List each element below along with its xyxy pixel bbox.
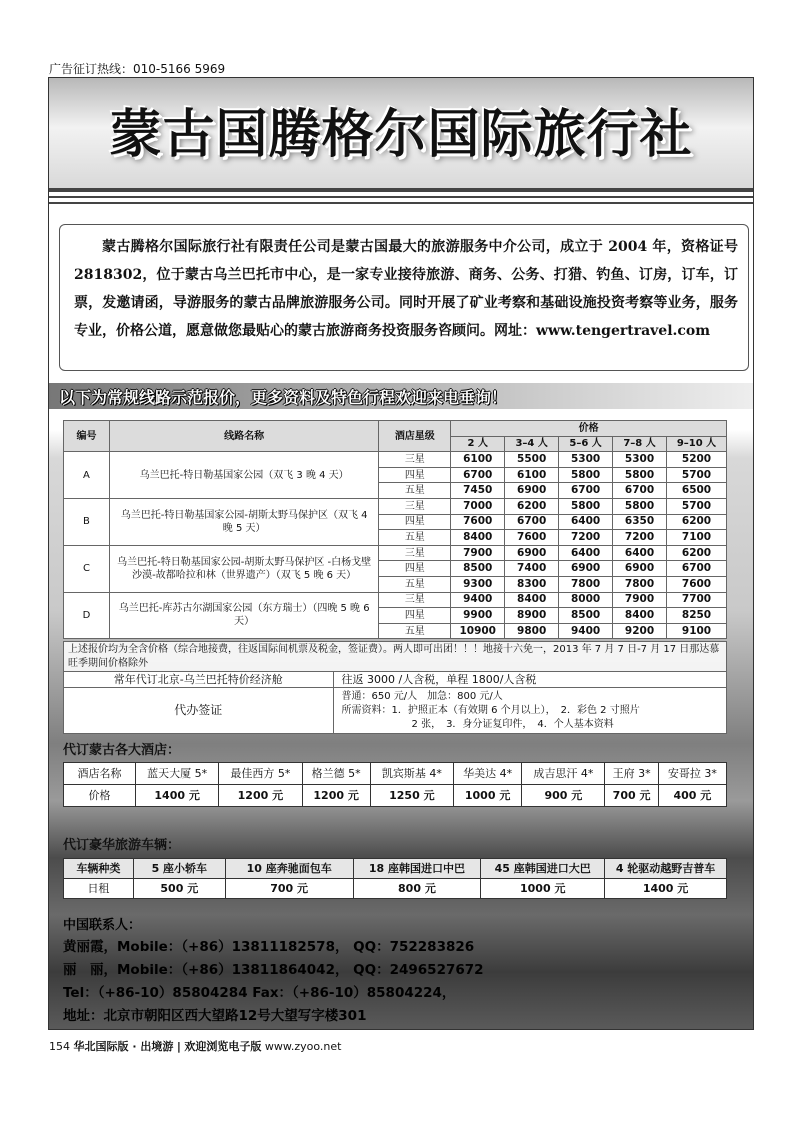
price-cell: 6400 [613,545,667,561]
title-banner [49,78,753,188]
ad-hotline: 广告征订热线：010-5166 5969 [49,62,226,76]
route-name: 乌兰巴托-特日勒基国家公园-胡斯太野马保护区（双飞 4 晚 5 天） [109,498,378,545]
hotel-name-label: 酒店名称 [64,763,136,785]
price-cell: 7600 [667,576,727,592]
car-price: 1400 元 [605,879,727,899]
price-cell: 7100 [667,530,727,546]
route-id: C [64,545,110,592]
price-cell: 7800 [613,576,667,592]
route-id: A [64,452,110,499]
price-cell: 7000 [451,498,505,514]
route-name: 乌兰巴托-特日勒基国家公园-胡斯太野马保护区 -白杨戈壁沙漠-故都哈拉和林（世界遗产）（双飞 5 晚 6 天） [109,545,378,592]
route-name: 乌兰巴托-特日勒基国家公园（双飞 3 晚 4 天） [109,452,378,499]
price-cell: 7600 [451,514,505,530]
contact-title: 中国联系人： [63,918,142,933]
car-rent-label: 日租 [64,879,134,899]
price-cell: 5800 [559,467,613,483]
ticket-value: 往返 3000 /人含税，单程 1800/人含税 [333,672,726,688]
car-type: 18 座韩国进口中巴 [353,859,481,879]
price-table-body [64,452,727,639]
hotel-star: 四星 [379,561,451,577]
header-no: 编号 [64,421,110,452]
section-headline: 以下为常规线路示范报价，更多资料及特色行程欢迎来电垂询！ [49,383,753,409]
hotel-price: 400 元 [658,785,726,807]
hotel-star: 五星 [379,530,451,546]
company-intro: 蒙古腾格尔国际旅行社有限责任公司是蒙古国最大的旅游服务中介公司，成立于 2004 年，资格证号 2818302，位于蒙古乌兰巴托市中心，是一家专业接待旅游、商务、公务、打猎、钓鱼、订房，订车，订票，发邀请函，导游服务的蒙古品牌旅游服务公司。同时开展了矿业考察和基础设施投资考察等业务，服务专业，价格公道，愿意做您最贴心的蒙古旅游商务投资服务咨顾问。网址：www.tengertravel.com [59,224,749,371]
car-type: 10 座奔驰面包车 [225,859,353,879]
visa-details [333,688,726,734]
price-cell: 6700 [505,514,559,530]
header-price: 价格 [451,421,727,437]
hotel-price: 1200 元 [302,785,370,807]
price-cell: 6400 [559,545,613,561]
hotel-name: 蓝天大厦 5* [136,763,219,785]
price-cell: 5700 [667,498,727,514]
price-cell: 5300 [559,452,613,468]
hotel-price: 1000 元 [453,785,521,807]
price-cell: 9400 [559,623,613,639]
price-cell: 5800 [613,498,667,514]
price-cell: 6900 [559,561,613,577]
footer-promo: 欢迎浏览电子版 [184,1040,262,1053]
hotel-name: 凯宾斯基 4* [370,763,453,785]
visa-docs: 所需资料：1．护照正本（有效期 6 个月以上）， 2．彩色 2 寸照片 [341,704,640,716]
price-cell: 7900 [613,592,667,608]
price-cell: 8250 [667,608,727,624]
header-pax: 3–4 人 [505,436,559,452]
header-star: 酒店星级 [379,421,451,452]
contact-line: 黄丽霞，Mobile：（+86）13811182578， QQ：752283826 [63,939,475,955]
price-cell: 8400 [451,530,505,546]
price-cell: 6900 [505,483,559,499]
page-frame [48,77,754,1030]
ticket-label: 常年代订北京-乌兰巴托特价经济舱 [64,672,334,688]
hotel-star: 四星 [379,514,451,530]
hotel-star: 五星 [379,483,451,499]
price-cell: 6500 [667,483,727,499]
hotel-star: 三星 [379,545,451,561]
hotel-name: 华美达 4* [453,763,521,785]
price-table [63,420,727,639]
price-cell: 7200 [559,530,613,546]
hotel-star: 四星 [379,467,451,483]
visa-docs: 2 张， 3．身分证复印件， 4．个人基本资料 [411,718,614,730]
footer-url: www.zyoo.net [264,1040,342,1053]
price-cell: 7450 [451,483,505,499]
contact-line: 地址：北京市朝阳区西大望路12号大望写字楼301 [63,1008,367,1024]
price-cell: 6200 [667,545,727,561]
hotel-star: 五星 [379,576,451,592]
price-cell: 9400 [451,592,505,608]
divider [49,196,753,198]
divider [49,188,753,192]
car-type: 45 座韩国进口大巴 [481,859,605,879]
price-cell: 7800 [559,576,613,592]
hotel-price: 1400 元 [136,785,219,807]
price-row [64,545,727,561]
price-cell: 8400 [613,608,667,624]
price-cell: 5800 [613,467,667,483]
price-cell: 8500 [559,608,613,624]
hotel-price: 900 元 [522,785,605,807]
price-cell: 6350 [613,514,667,530]
car-table [63,858,727,899]
car-price: 500 元 [133,879,225,899]
price-cell: 5200 [667,452,727,468]
hotel-name: 成吉思汗 4* [522,763,605,785]
price-cell: 5300 [613,452,667,468]
cars-title: 代订豪华旅游车辆： [63,838,181,853]
hotel-name: 格兰德 5* [302,763,370,785]
car-type-label: 车辆种类 [64,859,134,879]
header-pax: 5–6 人 [559,436,613,452]
route-id: D [64,592,110,639]
divider [49,202,753,204]
price-cell: 10900 [451,623,505,639]
header-pax: 7–8 人 [613,436,667,452]
price-cell: 6100 [505,467,559,483]
header-route: 线路名称 [109,421,378,452]
ticket-visa-table [63,671,727,734]
hotel-star: 五星 [379,623,451,639]
visa-fees: 普通：650 元/人 加急：800 元/人 [341,690,503,702]
price-cell: 9300 [451,576,505,592]
price-cell: 6700 [559,483,613,499]
car-type: 4 轮驱动越野吉普车 [605,859,727,879]
price-cell: 7600 [505,530,559,546]
publication-name: 华北国际版 · 出境游 [73,1040,174,1053]
car-price: 1000 元 [481,879,605,899]
page-footer [49,1038,341,1054]
price-cell: 7200 [613,530,667,546]
contact-line: Tel：（+86-10）85804284 Fax：（+86-10）85804224， [63,985,456,1001]
price-cell: 8300 [505,576,559,592]
hotels-title: 代订蒙古各大酒店： [63,743,181,758]
car-price: 700 元 [225,879,353,899]
price-row [64,452,727,468]
price-cell: 6700 [451,467,505,483]
hotel-star: 三星 [379,592,451,608]
price-cell: 8000 [559,592,613,608]
hotel-price: 1250 元 [370,785,453,807]
price-cell: 8500 [451,561,505,577]
route-name: 乌兰巴托-库苏古尔湖国家公园（东方瑞士）（四晚 5 晚 6 天） [109,592,378,639]
hotel-price: 700 元 [605,785,658,807]
price-cell: 9200 [613,623,667,639]
car-price: 800 元 [353,879,481,899]
price-note: 上述报价均为全含价格（综合地接费，往返国际间机票及税金，签证费）。两人即可出团！！！地接十六免一，2013 年 7 月 7 日-7 月 17 日那达慕旺季期间价格除外 [63,641,727,673]
footer-separator: | [176,1040,181,1053]
visa-label: 代办签证 [64,688,334,734]
price-cell: 6200 [667,514,727,530]
contact-line: 丽 丽，Mobile：（+86）13811864042， QQ：2496527672 [63,962,484,978]
hotel-star: 三星 [379,498,451,514]
price-cell: 7400 [505,561,559,577]
company-title: 蒙古国腾格尔国际旅行社 [109,104,693,165]
header-pax: 9–10 人 [667,436,727,452]
price-row [64,592,727,608]
price-cell: 8400 [505,592,559,608]
price-cell: 7900 [451,545,505,561]
price-cell: 6700 [667,561,727,577]
contact-block [63,916,484,1028]
hotel-price: 1200 元 [219,785,302,807]
price-cell: 9100 [667,623,727,639]
price-cell: 5700 [667,467,727,483]
hotel-name: 王府 3* [605,763,658,785]
price-cell: 7700 [667,592,727,608]
header-pax: 2 人 [451,436,505,452]
hotel-table [63,762,727,807]
hotel-name: 最佳西方 5* [219,763,302,785]
price-cell: 6900 [505,545,559,561]
price-cell: 6700 [613,483,667,499]
price-cell: 9900 [451,608,505,624]
price-row [64,498,727,514]
price-cell: 6200 [505,498,559,514]
hotel-name: 安哥拉 3* [658,763,726,785]
price-cell: 9800 [505,623,559,639]
price-cell: 6100 [451,452,505,468]
route-id: B [64,498,110,545]
hotel-star: 三星 [379,452,451,468]
hotel-star: 四星 [379,608,451,624]
hotel-price-label: 价格 [64,785,136,807]
price-cell: 6400 [559,514,613,530]
price-cell: 8900 [505,608,559,624]
price-cell: 6900 [613,561,667,577]
price-cell: 5800 [559,498,613,514]
price-cell: 5500 [505,452,559,468]
car-type: 5 座小轿车 [133,859,225,879]
page-number: 154 [49,1040,70,1053]
